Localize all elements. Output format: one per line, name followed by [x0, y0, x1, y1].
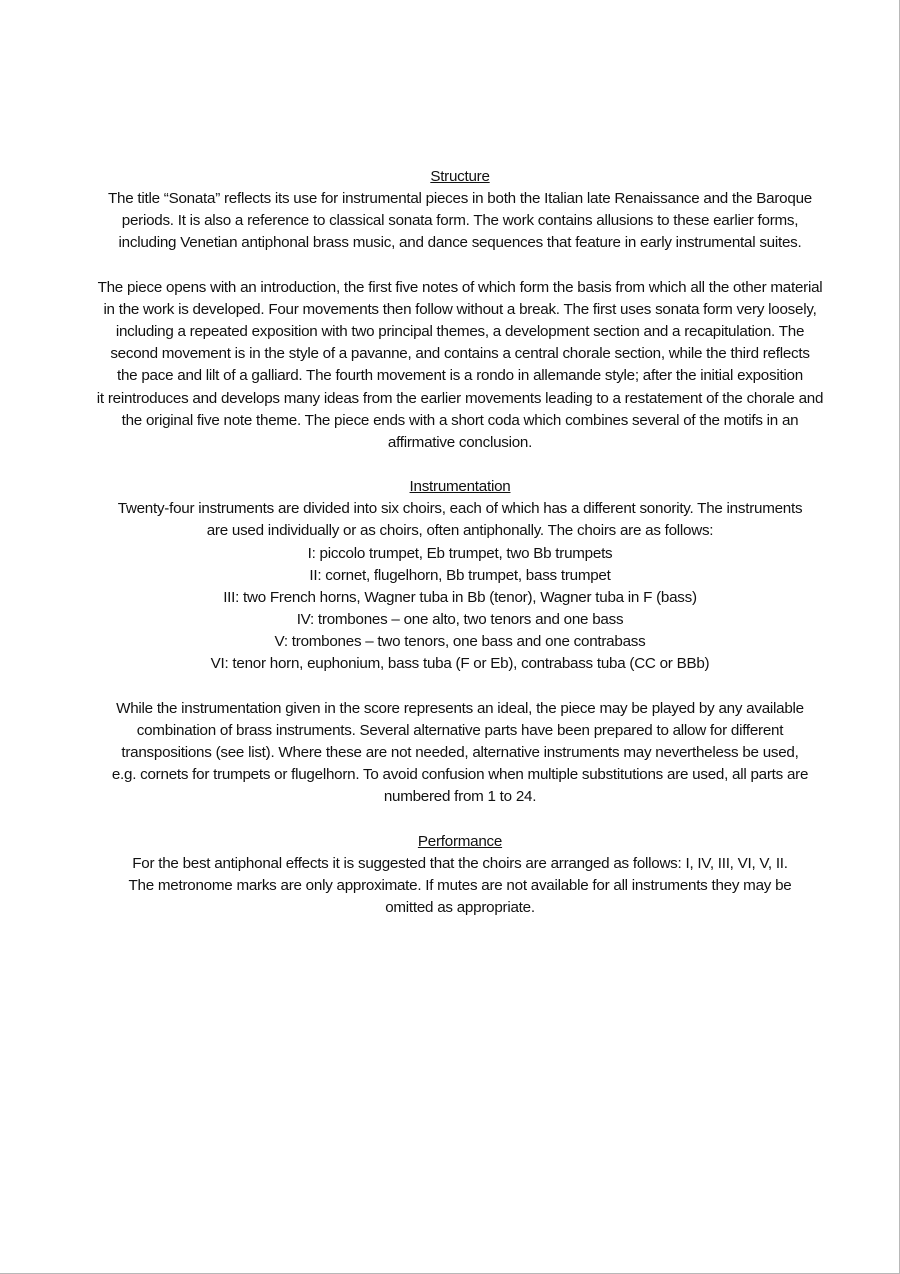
text-line: including Venetian antiphonal brass music, and dance sequences that feature in early instrumental suites. [118, 234, 802, 252]
choir-list [30, 543, 890, 676]
choir-item: II: cornet, flugelhorn, Bb trumpet, bass trumpet [309, 566, 611, 584]
paragraph-spacer [30, 454, 890, 476]
text-line: in the work is developed. Four movements then follow without a break. The first uses sonata form very loosely, [103, 300, 817, 318]
text-line: second movement is in the style of a pavanne, and contains a central chorale section, while the third reflects [110, 345, 810, 363]
choir-item: IV: trombones – one alto, two tenors and one bass [296, 611, 624, 629]
text-line: The piece opens with an introduction, the first five notes of which form the basis from which all the other material [97, 278, 823, 296]
text-line: the pace and lilt of a galliard. The fourth movement is a rondo in allemande style; after the initial exposition [117, 367, 803, 385]
text-line: periods. It is also a reference to classical sonata form. The work contains allusions to these earlier forms, [121, 212, 799, 230]
text-line: numbered from 1 to 24. [383, 788, 537, 806]
text-line: the original five note theme. The piece ends with a short coda which combines several of the motifs in an [121, 411, 799, 429]
text-line: combination of brass instruments. Several alternative parts have been prepared to allow for different [136, 721, 784, 739]
text-line: omitted as appropriate. [385, 899, 535, 917]
text-line: are used individually or as choirs, often antiphonally. The choirs are as follows: [206, 522, 714, 540]
structure-body-paragraph [30, 277, 890, 454]
performance-heading: Performance [417, 832, 503, 850]
text-line: For the best antiphonal effects it is suggested that the choirs are arranged as follows: I, IV, III, VI, V, II. [132, 854, 788, 872]
structure-heading: Structure [430, 168, 490, 185]
instrumentation-intro-paragraph [30, 498, 890, 542]
text-line: Twenty-four instruments are divided into six choirs, each of which has a different sonority. The instruments [117, 500, 803, 518]
paragraph-spacer [30, 676, 890, 698]
performance-paragraph [30, 853, 890, 919]
choir-item: V: trombones – two tenors, one bass and one contrabass [274, 633, 646, 651]
text-line: The metronome marks are only approximate. If mutes are not available for all instruments they may be [128, 876, 792, 894]
text-line: affirmative conclusion. [387, 433, 533, 451]
paragraph-spacer [30, 808, 890, 830]
choir-item: I: piccolo trumpet, Eb trumpet, two Bb trumpets [307, 544, 613, 562]
text-line: transpositions (see list). Where these are not needed, alternative instruments may nevertheless be used, [121, 744, 799, 762]
text-line: it reintroduces and develops many ideas from the earlier movements leading to a restatement of the chorale and [96, 389, 824, 407]
instrumentation-notes-paragraph [30, 698, 890, 809]
text-line: including a repeated exposition with two principal themes, a development section and a recapitulation. The [115, 323, 805, 341]
paragraph-spacer [30, 255, 890, 277]
text-line: While the instrumentation given in the score represents an ideal, the piece may be played by any available [116, 699, 804, 717]
text-line: e.g. cornets for trumpets or flugelhorn. To avoid confusion when multiple substitutions are used, all parts are [111, 766, 809, 784]
choir-item: VI: tenor horn, euphonium, bass tuba (F or Eb), contrabass tuba (CC or BBb) [210, 655, 710, 673]
instrumentation-heading: Instrumentation [409, 478, 511, 496]
text-line: The title “Sonata” reflects its use for instrumental pieces in both the Italian late Renaissance and the Baroque [108, 190, 812, 208]
structure-intro-paragraph [30, 188, 890, 254]
choir-item: III: two French horns, Wagner tuba in Bb (tenor), Wagner tuba in F (bass) [223, 588, 697, 606]
document-body [30, 166, 890, 919]
